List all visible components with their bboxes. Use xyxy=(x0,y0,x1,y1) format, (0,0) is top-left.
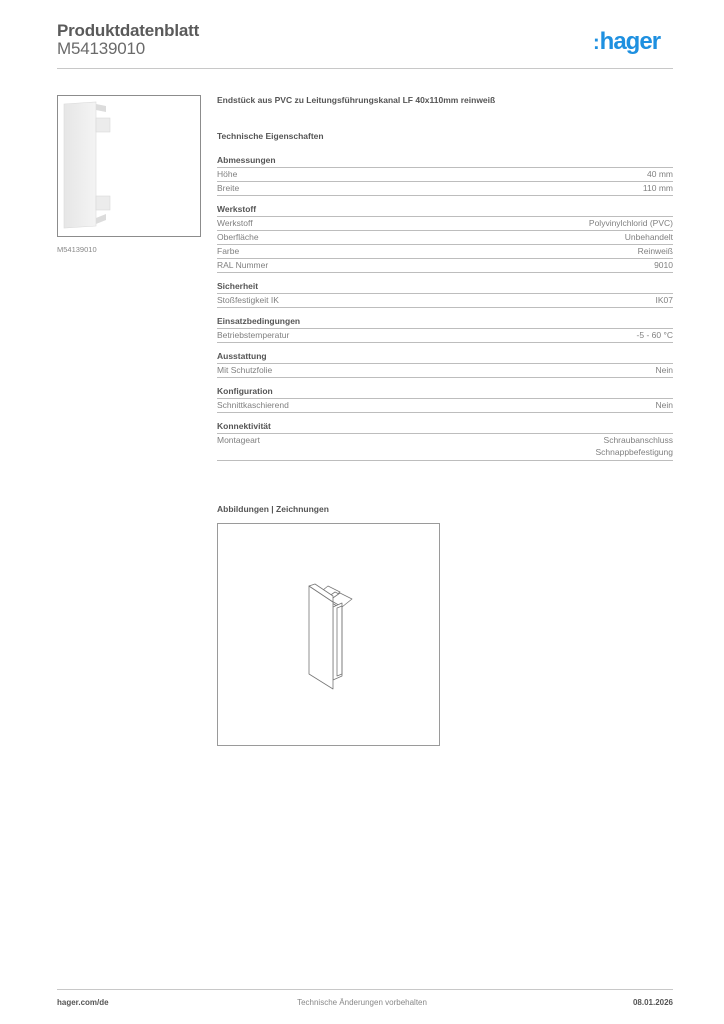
group-title: Ausstattung xyxy=(217,350,673,364)
group-einsatzbedingungen xyxy=(217,315,673,343)
hager-logo: :hager xyxy=(593,28,661,55)
end-cap-drawing-icon xyxy=(218,524,439,745)
end-cap-photo-icon xyxy=(58,96,200,236)
spec-label: Farbe xyxy=(217,246,240,256)
spec-label: RAL Nummer xyxy=(217,260,269,270)
spec-label: Höhe xyxy=(217,169,238,179)
footer-website-link[interactable]: hager.com/de xyxy=(57,998,109,1007)
group-title: Konnektivität xyxy=(217,420,673,434)
spec-value: Nein xyxy=(655,365,673,375)
spec-value: Schnappbefestigung xyxy=(595,447,673,457)
group-title: Einsatzbedingungen xyxy=(217,315,673,329)
technical-properties-title: Technische Eigenschaften xyxy=(217,131,324,141)
group-konnektivitaet xyxy=(217,420,673,461)
product-description: Endstück aus PVC zu Leitungsführungskanal LF 40x110mm reinweiß xyxy=(217,95,496,105)
footer-notice: Technische Änderungen vorbehalten xyxy=(297,998,427,1007)
spec-label: Werkstoff xyxy=(217,218,253,228)
group-sicherheit xyxy=(217,280,673,308)
group-werkstoff xyxy=(217,203,673,273)
spec-label: Schnittkaschierend xyxy=(217,400,289,410)
spec-row xyxy=(217,168,673,182)
spec-row xyxy=(217,231,673,245)
spec-label: Mit Schutzfolie xyxy=(217,365,273,375)
spec-value: Reinweiß xyxy=(637,246,673,256)
spec-row xyxy=(217,434,673,461)
header-divider xyxy=(57,68,673,69)
spec-row xyxy=(217,217,673,231)
spec-value: Polyvinylchlorid (PVC) xyxy=(588,218,673,228)
spec-value: 40 mm xyxy=(647,169,673,179)
group-title: Werkstoff xyxy=(217,203,673,217)
spec-value: -5 - 60 °C xyxy=(636,330,673,340)
group-abmessungen xyxy=(217,154,673,196)
spec-label: Montageart xyxy=(217,435,260,445)
footer-date: 08.01.2026 xyxy=(632,998,673,1007)
product-thumbnail xyxy=(57,95,201,237)
spec-row xyxy=(217,259,673,273)
spec-value: Schraubanschluss xyxy=(603,435,673,445)
article-number: M54139010 xyxy=(57,39,145,58)
document-title: Produktdatenblatt xyxy=(57,21,200,40)
spec-value: IK07 xyxy=(655,295,673,305)
spec-label: Stoßfestigkeit IK xyxy=(217,295,279,305)
spec-value-list xyxy=(595,434,673,458)
thumbnail-caption: M54139010 xyxy=(57,245,97,254)
spec-row xyxy=(217,399,673,413)
spec-row xyxy=(217,364,673,378)
technical-drawing xyxy=(217,523,440,746)
spec-row xyxy=(217,182,673,196)
spec-value: 9010 xyxy=(654,260,673,270)
spec-value: Unbehandelt xyxy=(624,232,673,242)
group-title: Sicherheit xyxy=(217,280,673,294)
footer-divider xyxy=(57,989,673,990)
spec-row xyxy=(217,245,673,259)
spec-value: Nein xyxy=(655,400,673,410)
logo-text: hager xyxy=(599,28,661,55)
spec-row xyxy=(217,329,673,343)
spec-label: Breite xyxy=(217,183,240,193)
spec-label: Oberfläche xyxy=(217,232,259,242)
group-ausstattung xyxy=(217,350,673,378)
spec-table xyxy=(217,154,673,468)
group-konfiguration xyxy=(217,385,673,413)
group-title: Konfiguration xyxy=(217,385,673,399)
spec-label: Betriebstemperatur xyxy=(217,330,290,340)
figures-title: Abbildungen | Zeichnungen xyxy=(217,504,329,514)
group-title: Abmessungen xyxy=(217,154,673,168)
spec-value: 110 mm xyxy=(642,183,673,193)
spec-row xyxy=(217,294,673,308)
